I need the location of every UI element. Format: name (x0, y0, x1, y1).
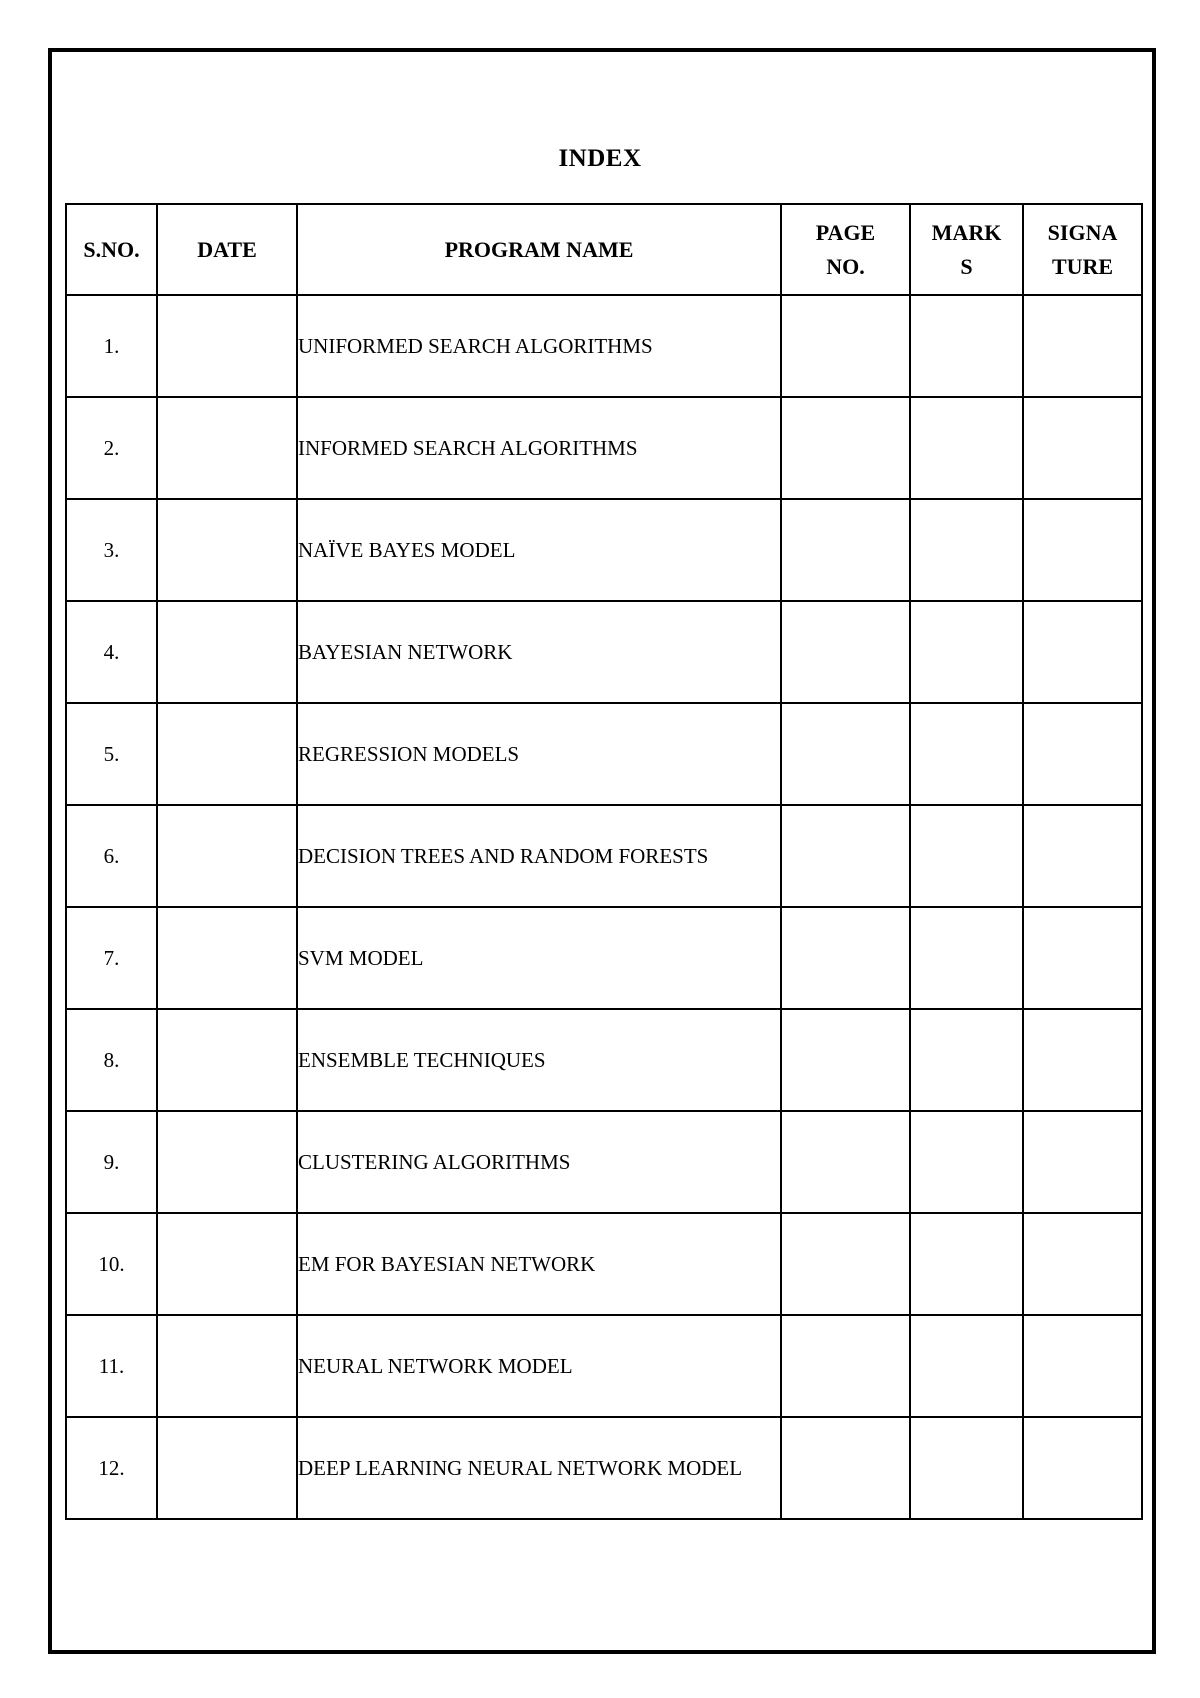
cell-program-name: DECISION TREES AND RANDOM FORESTS (297, 805, 781, 907)
header-signature-line2: TURE (1051, 253, 1114, 279)
cell-signature (1023, 1009, 1142, 1111)
cell-page-no (781, 805, 910, 907)
cell-signature (1023, 601, 1142, 703)
cell-program-name: UNIFORMED SEARCH ALGORITHMS (297, 295, 781, 397)
cell-marks (910, 295, 1023, 397)
header-sno: S.NO. (66, 204, 157, 295)
cell-marks (910, 499, 1023, 601)
cell-sno: 12. (66, 1417, 157, 1519)
header-date: DATE (157, 204, 297, 295)
table-row (66, 397, 1142, 499)
header-page-no-line1: PAGE (815, 219, 876, 245)
cell-program-name: DEEP LEARNING NEURAL NETWORK MODEL (297, 1417, 781, 1519)
cell-marks (910, 907, 1023, 1009)
cell-marks (910, 1111, 1023, 1213)
cell-signature (1023, 1111, 1142, 1213)
cell-sno: 9. (66, 1111, 157, 1213)
header-marks (910, 204, 1023, 295)
cell-signature (1023, 1315, 1142, 1417)
table-row (66, 1009, 1142, 1111)
cell-program-name: REGRESSION MODELS (297, 703, 781, 805)
cell-page-no (781, 907, 910, 1009)
cell-signature (1023, 295, 1142, 397)
header-page-no (781, 204, 910, 295)
cell-program-name: CLUSTERING ALGORITHMS (297, 1111, 781, 1213)
cell-sno: 4. (66, 601, 157, 703)
cell-date (157, 1213, 297, 1315)
cell-signature (1023, 703, 1142, 805)
table-row (66, 1213, 1142, 1315)
cell-date (157, 703, 297, 805)
index-table-body (66, 295, 1142, 1519)
cell-program-name: INFORMED SEARCH ALGORITHMS (297, 397, 781, 499)
table-row (66, 907, 1142, 1009)
cell-marks (910, 805, 1023, 907)
cell-page-no (781, 1009, 910, 1111)
table-row (66, 295, 1142, 397)
cell-date (157, 1417, 297, 1519)
cell-page-no (781, 703, 910, 805)
table-header-row (66, 204, 1142, 295)
cell-program-name: NEURAL NETWORK MODEL (297, 1315, 781, 1417)
cell-sno: 6. (66, 805, 157, 907)
cell-marks (910, 1009, 1023, 1111)
header-program-name: PROGRAM NAME (297, 204, 781, 295)
cell-sno: 8. (66, 1009, 157, 1111)
cell-page-no (781, 499, 910, 601)
cell-signature (1023, 499, 1142, 601)
cell-program-name: NAÏVE BAYES MODEL (297, 499, 781, 601)
cell-date (157, 397, 297, 499)
table-row (66, 805, 1142, 907)
header-page-no-line2: NO. (826, 253, 865, 279)
cell-signature (1023, 805, 1142, 907)
page-title: INDEX (558, 145, 642, 172)
cell-date (157, 805, 297, 907)
cell-program-name: EM FOR BAYESIAN NETWORK (297, 1213, 781, 1315)
cell-date (157, 295, 297, 397)
cell-date (157, 1111, 297, 1213)
cell-page-no (781, 295, 910, 397)
cell-signature (1023, 907, 1142, 1009)
table-row (66, 499, 1142, 601)
header-signature-line1: SIGNA (1047, 219, 1118, 245)
cell-sno: 2. (66, 397, 157, 499)
cell-sno: 5. (66, 703, 157, 805)
cell-marks (910, 1417, 1023, 1519)
header-marks-line2: S (960, 253, 973, 279)
cell-page-no (781, 601, 910, 703)
cell-marks (910, 601, 1023, 703)
table-row (66, 703, 1142, 805)
cell-program-name: ENSEMBLE TECHNIQUES (297, 1009, 781, 1111)
cell-sno: 3. (66, 499, 157, 601)
cell-sno: 1. (66, 295, 157, 397)
table-row (66, 601, 1142, 703)
cell-page-no (781, 1315, 910, 1417)
cell-page-no (781, 1417, 910, 1519)
cell-page-no (781, 1213, 910, 1315)
cell-date (157, 601, 297, 703)
cell-program-name: SVM MODEL (297, 907, 781, 1009)
cell-page-no (781, 397, 910, 499)
cell-signature (1023, 1417, 1142, 1519)
header-signature (1023, 204, 1142, 295)
cell-date (157, 907, 297, 1009)
cell-marks (910, 397, 1023, 499)
header-marks-line1: MARK (931, 219, 1002, 245)
table-row (66, 1315, 1142, 1417)
cell-marks (910, 1213, 1023, 1315)
cell-sno: 10. (66, 1213, 157, 1315)
table-row (66, 1111, 1142, 1213)
cell-date (157, 1315, 297, 1417)
cell-sno: 11. (66, 1315, 157, 1417)
cell-signature (1023, 397, 1142, 499)
index-table (65, 203, 1143, 1520)
table-row (66, 1417, 1142, 1519)
cell-signature (1023, 1213, 1142, 1315)
cell-sno: 7. (66, 907, 157, 1009)
cell-date (157, 1009, 297, 1111)
cell-page-no (781, 1111, 910, 1213)
cell-date (157, 499, 297, 601)
cell-program-name: BAYESIAN NETWORK (297, 601, 781, 703)
cell-marks (910, 703, 1023, 805)
cell-marks (910, 1315, 1023, 1417)
